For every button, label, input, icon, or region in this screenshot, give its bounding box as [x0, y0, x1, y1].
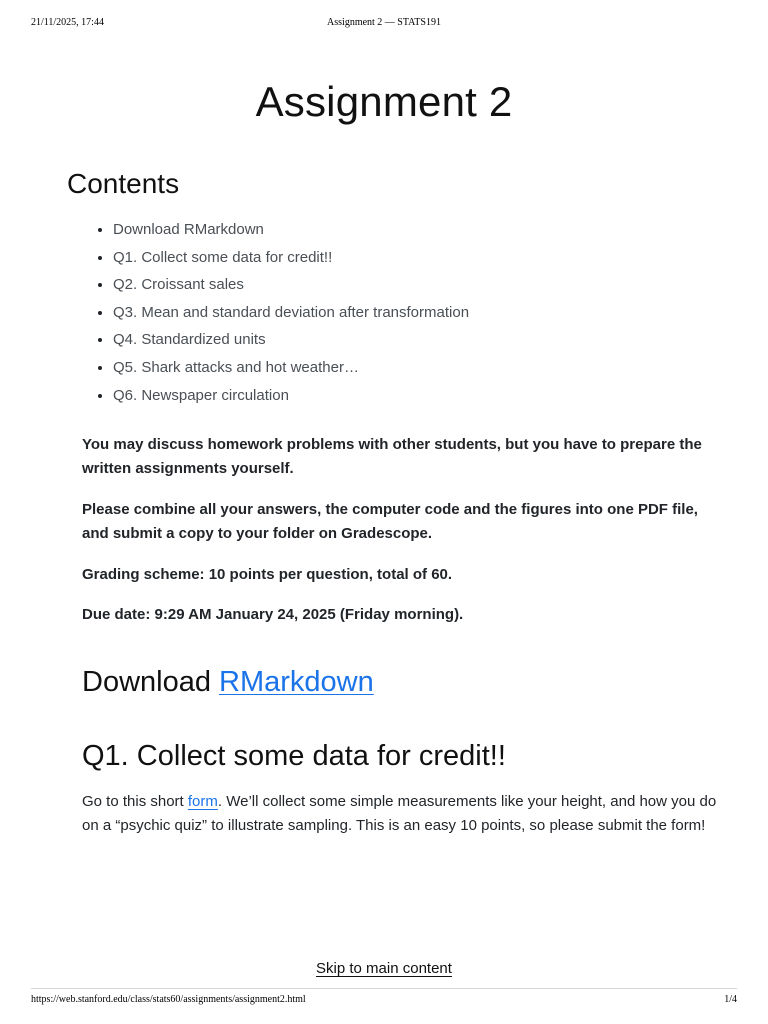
toc-link[interactable]: Download RMarkdown	[113, 221, 264, 238]
toc-link[interactable]: Q1. Collect some data for credit!!	[113, 248, 333, 266]
toc-link[interactable]: Q3. Mean and standard deviation after transformation	[113, 303, 470, 321]
toc-item-q4[interactable]	[113, 328, 469, 356]
toc-item-download[interactable]	[113, 218, 469, 246]
print-page-number: 1/4	[724, 994, 737, 1005]
instruction-discuss: You may discuss homework problems with other students, but you have to prepare the written assignments yourself.	[82, 436, 702, 477]
print-datetime: 21/11/2025, 17:44	[31, 17, 104, 28]
print-footer	[0, 994, 768, 1008]
instruction-grading: Grading scheme: 10 points per question, total of 60.	[82, 566, 453, 583]
toc-list	[67, 218, 469, 411]
q1-text-after: . We’ll collect some simple measurements like your height, and how you do on a “psychic quiz” to illustrate sampling. This is an easy 10 points, so please submit the form!	[82, 793, 717, 834]
print-header	[0, 17, 768, 31]
download-heading-prefix: Download	[82, 666, 220, 698]
rmarkdown-link[interactable]: RMarkdown	[219, 666, 374, 698]
instruction-due-date: Due date: 9:29 AM January 24, 2025 (Friday morning).	[82, 606, 464, 623]
toc-link[interactable]: Q4. Standardized units	[113, 331, 266, 349]
footer-divider	[31, 988, 737, 989]
toc-link[interactable]: Q6. Newspaper circulation	[113, 386, 289, 404]
toc-item-q3[interactable]	[113, 301, 469, 329]
skip-link-label[interactable]: Skip to main content	[316, 960, 452, 977]
form-link[interactable]: form	[187, 793, 218, 810]
toc-item-q6[interactable]	[113, 384, 469, 412]
q1-heading: Q1. Collect some data for credit!!	[82, 740, 506, 772]
toc-link[interactable]: Q2. Croissant sales	[113, 276, 244, 294]
q1-text	[82, 790, 722, 838]
skip-to-main-content-link[interactable]	[0, 960, 768, 977]
download-heading	[82, 666, 374, 699]
q1-text-before: Go to this short	[82, 793, 188, 810]
print-url: https://web.stanford.edu/class/stats60/assignments/assignment2.html	[31, 994, 306, 1005]
page-title: Assignment 2	[255, 78, 513, 125]
print-doc-title: Assignment 2 — STATS191	[327, 17, 441, 28]
toc-item-q1[interactable]	[113, 246, 469, 274]
toc-item-q5[interactable]	[113, 356, 469, 384]
toc-heading: Contents	[67, 168, 180, 199]
toc-link[interactable]: Q5. Shark attacks and hot weather…	[113, 358, 359, 376]
toc-item-q2[interactable]	[113, 273, 469, 301]
instruction-combine: Please combine all your answers, the computer code and the figures into one PDF file, and submit a copy to your folder on Gradescope.	[82, 501, 698, 542]
